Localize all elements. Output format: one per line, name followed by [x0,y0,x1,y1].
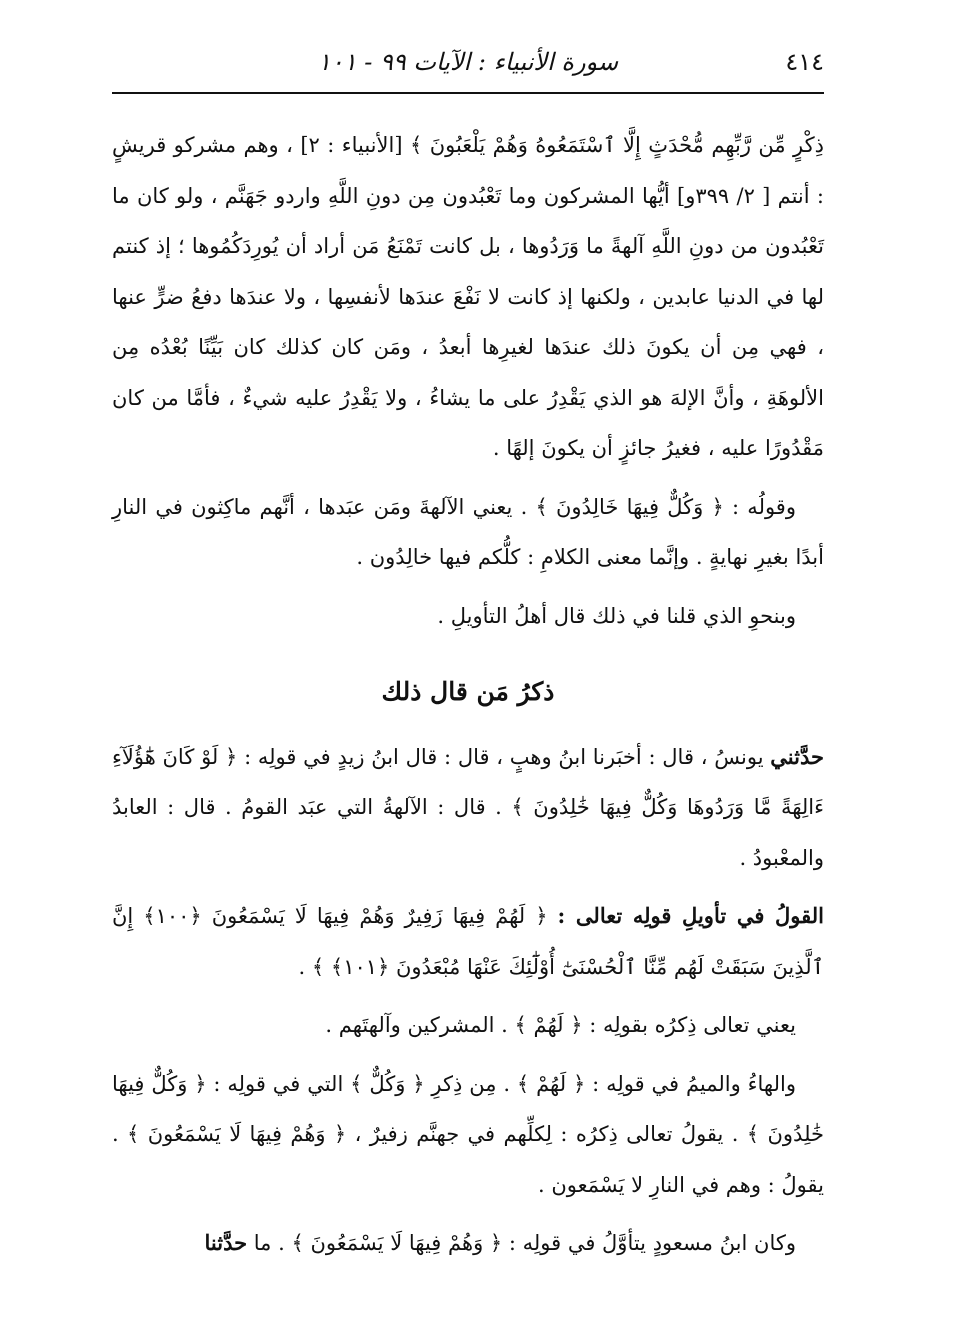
verse-text: ﴿ لَهُمْ فِيهَا زَفِيرٌ وَهُمْ فِيهَا لَا يَسْمَعُونَ ﴿١٠٠﴾ إِنَّ ٱلَّذِينَ سَبَقَتْ لَهُم مِّنَّا ٱلْحُسْنَىٰٓ أُوْلَٰٓئِكَ عَنْهَا مُبْعَدُونَ ﴿١٠١﴾ ﴾ . [112,904,824,979]
section-heading: ذكرُ مَن قال ذلك [381,677,555,706]
paragraph-commentary: ذِكْرٍ مِّن رَّبِّهِم مُّحْدَثٍ إِلَّا ٱسْتَمَعُوهُ وَهُمْ يَلْعَبُونَ ﴾ [الأنبياء : ٢] ، وهم مشركو قريشٍ : أنتم [ ٢/ ٣٩٩و] أيُّها المشركون وما تَعْبُدون مِن دونِ اللَّهِ واردو جَهَنَّم ، ولو كان ما تَعْبُدون من دونِ اللَّهِ آلهةً ما وَرَدُوها ، بل كانت تَمْنَعُ مَن أراد أن يُورِدَكُمُوها ؛ إذ كنتم لها في الدنيا عابدين ، ولكنها إذ كانت لا نَفْعَ عندَها لأنفسِها ، ولا عندَها دفعُ ضرٍّ عنها ، فهي مِن أن يكونَ ذلك عندَها لغيرِها أبعدُ ، ومَن كان كذلك كان بَيِّنًا بُعْدُه مِن الألوهَةِ ، وأنَّ الإلهَ هو الذي يَقْدِرُ على ما يشاءُ ، ولا يَقْدِرُ عليه شيءٌ ، فأمَّا من كان مَقْدُورًا عليه ، فغيرُ جائزٍ أن يكونَ إلهًا . [112,133,824,460]
verse-paragraph [112,891,824,992]
last-line-text: وكان ابنُ مسعودٍ يتأوَّلُ في قولِه : ﴿ وَهُمْ فِيهَا لَا يَسْمَعُونَ ﴾ . ما [247,1231,796,1255]
hadith-paragraph [112,732,824,884]
verse-lead: القولُ في تأويلِ قولِه تعالى : [557,903,824,928]
hadith-lead: حدَّثني [770,743,824,769]
paragraph-commentary: وبنحوِ الذي قلنا في ذلك قال أهلُ التأويلِ . [437,603,796,628]
page-header [112,40,824,90]
last-paragraph [112,1218,824,1269]
paragraph-commentary: وقولُه : ﴿ وَكُلٌّ فِيهَا خَالِدُونَ ﴾ . يعني الآلهةَ ومَن عبَدها ، أنَّهم ماكِثون في النارِ أبدًا بغيرِ نهايةٍ . وإنَّما معنى الكلامِ : كلُّكم فيها خالِدُون . [112,494,824,569]
page-number: ٤١٤ [785,48,824,76]
paragraph-commentary: يعني تعالى ذِكرُه بقولِه : ﴿ لَهُمْ ﴾ . المشركين وآلهتَهم . [325,1013,796,1037]
header-rule [112,92,824,94]
running-title: سورة الأنبياء : الآيات ٩٩ - ١٠١ [317,48,619,76]
paragraph-commentary: والهاءُ والميمُ في قولِه : ﴿ لَهُمْ ﴾ . مِن ذِكرِ ﴿ وَكُلٌّ ﴾ التي في قولِه : ﴿ وَكُلٌّ فِيهَا خَٰلِدُونَ ﴾ . يقولُ تعالى ذِكرُه : لِكلِّهم في جهنَّم زفيرٌ ، ﴿ وَهُمْ فِيهَا لَا يَسْمَعُونَ ﴾ . يقولُ : وهم في النارِ لا يَسْمَعون . [112,1071,824,1197]
hadith-text: يونسُ ، قال : أخبَرنا ابنُ وهبٍ ، قال : قال ابنُ زيدٍ في قولِه : ﴿ لَوْ كَانَ هَٰٓؤُلَآءِ ءَالِهَةً مَّا وَرَدُوهَا وَكُلٌّ فِيهَا خَٰلِدُونَ ﴾ . قال : الآلهةُ التي عبَد القومُ . قال : العابدُ والمعْبودُ . [112,744,824,870]
page-body [112,120,824,1269]
last-line-tail: حدَّثنا [204,1230,248,1255]
